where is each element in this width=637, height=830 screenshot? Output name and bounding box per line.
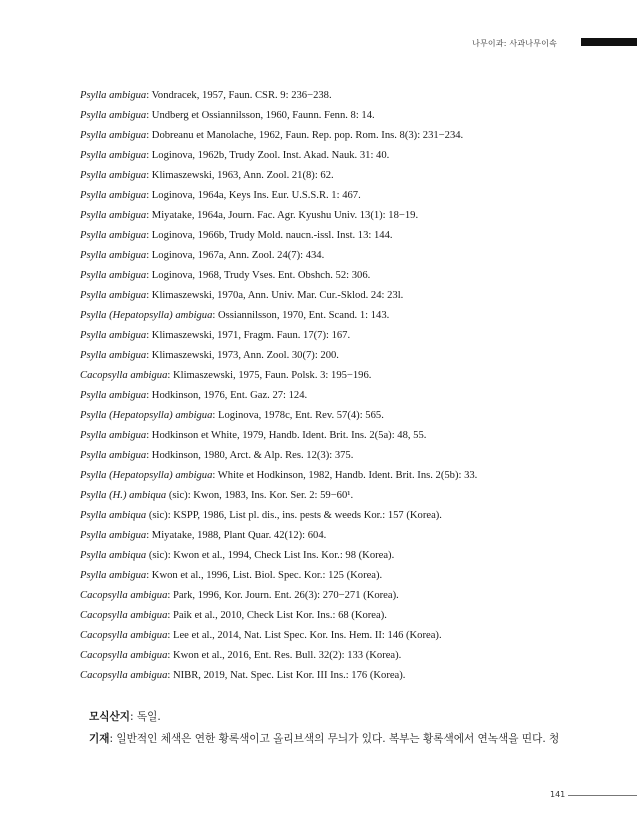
taxon-name: Psylla ambigua bbox=[80, 150, 147, 161]
reference-item bbox=[80, 86, 600, 106]
citation: : Hodkinson, 1980, Arct. & Alp. Res. 12(3): 375. bbox=[146, 450, 354, 461]
citation: (sic): KSPP, 1986, List pl. dis., ins. pests & weeds Kor.: 157 (Korea). bbox=[146, 510, 442, 521]
citation: : Klimaszewski, 1975, Faun. Polsk. 3: 195−196. bbox=[167, 370, 372, 381]
reference-item bbox=[80, 406, 600, 426]
citation: : Ossiannilsson, 1970, Ent. Scand. 1: 143. bbox=[212, 310, 390, 321]
reference-item bbox=[80, 446, 600, 466]
citation: : Klimaszewski, 1971, Fragm. Faun. 17(7): 167. bbox=[146, 330, 351, 341]
reference-item bbox=[80, 246, 600, 266]
citation: (sic): Kwon et al., 1994, Check List Ins. Kor.: 98 (Korea). bbox=[146, 550, 395, 561]
taxon-name: Psylla ambigua bbox=[80, 190, 147, 201]
citation: : White et Hodkinson, 1982, Handb. Ident. Brit. Ins. 2(5b): 33. bbox=[212, 470, 478, 481]
citation: : Miyatake, 1988, Plant Quar. 42(12): 604. bbox=[146, 530, 327, 541]
taxon-name: Psylla ambigua bbox=[80, 570, 147, 581]
citation: : Loginova, 1966b, Trudy Mold. naucn.-issl. Inst. 13: 144. bbox=[146, 230, 393, 241]
taxon-name: Psylla ambigua bbox=[80, 210, 147, 221]
reference-item bbox=[80, 386, 600, 406]
citation: : NIBR, 2019, Nat. Spec. List Kor. III Ins.: 176 (Korea). bbox=[167, 670, 406, 681]
citation: : Miyatake, 1964a, Journ. Fac. Agr. Kyushu Univ. 13(1): 18−19. bbox=[146, 210, 419, 221]
citation: : Kwon et al., 1996, List. Biol. Spec. Kor.: 125 (Korea). bbox=[146, 570, 383, 581]
reference-item bbox=[80, 426, 600, 446]
citation: : Klimaszewski, 1963, Ann. Zool. 21(8): 62. bbox=[146, 170, 334, 181]
taxon-name: Psylla ambigua bbox=[80, 350, 147, 361]
reference-item bbox=[80, 486, 600, 506]
taxon-name: Psylla (H.) ambiqua bbox=[80, 490, 167, 501]
reference-item bbox=[80, 546, 600, 566]
type-locality-text: : 독일. bbox=[129, 711, 161, 723]
description bbox=[89, 731, 609, 746]
description-label: 기재 bbox=[89, 733, 110, 745]
taxon-name: Cacopsylla ambigua bbox=[80, 650, 168, 661]
reference-item bbox=[80, 206, 600, 226]
taxon-name: Cacopsylla ambigua bbox=[80, 630, 168, 641]
taxon-name: Psylla ambigua bbox=[80, 430, 147, 441]
citation: : Paik et al., 2010, Check List Kor. Ins.: 68 (Korea). bbox=[167, 610, 387, 621]
reference-item bbox=[80, 646, 600, 666]
reference-item bbox=[80, 606, 600, 626]
taxon-name: Psylla (Hepatopsylla) ambigua bbox=[80, 310, 213, 321]
taxon-name: Psylla ambigua bbox=[80, 230, 147, 241]
citation: : Klimaszewski, 1970a, Ann. Univ. Mar. Cur.-Sklod. 24: 23l. bbox=[146, 290, 404, 301]
running-header: 나무이과: 사과나무이속 bbox=[472, 39, 557, 48]
reference-item bbox=[80, 126, 600, 146]
citation: : Park, 1996, Kor. Journ. Ent. 26(3): 270−271 (Korea). bbox=[167, 590, 399, 601]
citation: : Dobreanu et Manolache, 1962, Faun. Rep. pop. Rom. Ins. 8(3): 231−234. bbox=[146, 130, 464, 141]
taxon-name: Psylla ambigua bbox=[80, 390, 147, 401]
reference-item bbox=[80, 586, 600, 606]
taxon-name: Psylla ambigua bbox=[80, 110, 147, 121]
citation: : Loginova, 1978c, Ent. Rev. 57(4): 565. bbox=[212, 410, 384, 421]
reference-item bbox=[80, 346, 600, 366]
reference-item bbox=[80, 286, 600, 306]
taxon-name: Psylla ambigua bbox=[80, 270, 147, 281]
reference-item bbox=[80, 466, 600, 486]
footer-rule bbox=[568, 795, 637, 796]
reference-item bbox=[80, 106, 600, 126]
reference-item bbox=[80, 626, 600, 646]
reference-item bbox=[80, 566, 600, 586]
taxon-name: Cacopsylla ambigua bbox=[80, 610, 168, 621]
citation: : Klimaszewski, 1973, Ann. Zool. 30(7): 200. bbox=[146, 350, 339, 361]
citation: (sic): Kwon, 1983, Ins. Kor. Ser. 2: 59−60¹. bbox=[166, 490, 354, 501]
taxon-name: Psylla ambigua bbox=[80, 130, 147, 141]
citation: : Loginova, 1967a, Ann. Zool. 24(7): 434. bbox=[146, 250, 325, 261]
type-locality-label: 모식산지 bbox=[89, 711, 130, 723]
header-bar bbox=[581, 38, 637, 46]
taxon-name: Psylla ambigua bbox=[80, 90, 147, 101]
taxon-name: Psylla ambigua bbox=[80, 450, 147, 461]
reference-item bbox=[80, 366, 600, 386]
taxon-name: Cacopsylla ambigua bbox=[80, 670, 168, 681]
citation: : Undberg et Ossiannilsson, 1960, Faunn. Fenn. 8: 14. bbox=[146, 110, 375, 121]
reference-item bbox=[80, 146, 600, 166]
taxon-name: Psylla ambigua bbox=[80, 530, 147, 541]
type-locality bbox=[89, 709, 609, 724]
citation: : Hodkinson et White, 1979, Handb. Ident. Brit. Ins. 2(5a): 48, 55. bbox=[146, 430, 427, 441]
reference-item bbox=[80, 266, 600, 286]
taxon-name: Psylla ambigua bbox=[80, 170, 147, 181]
description-text: : 일반적인 체색은 연한 황록색이고 올리브색의 무늬가 있다. 복부는 황록색에서 연녹색을 띤다. 청 bbox=[109, 733, 560, 745]
reference-item bbox=[80, 526, 600, 546]
synonym-list bbox=[80, 86, 600, 686]
citation: : Loginova, 1968, Trudy Vses. Ent. Obshch. 52: 306. bbox=[146, 270, 371, 281]
taxon-name: Cacopsylla ambigua bbox=[80, 370, 168, 381]
taxon-name: Psylla ambigua bbox=[80, 250, 147, 261]
reference-item bbox=[80, 226, 600, 246]
taxon-name: Psylla (Hepatopsylla) ambigua bbox=[80, 470, 213, 481]
taxon-name: Psylla (Hepatopsylla) ambigua bbox=[80, 410, 213, 421]
reference-item bbox=[80, 666, 600, 686]
reference-item bbox=[80, 306, 600, 326]
reference-item bbox=[80, 166, 600, 186]
citation: : Loginova, 1964a, Keys Ins. Eur. U.S.S.R. 1: 467. bbox=[146, 190, 361, 201]
reference-item bbox=[80, 506, 600, 526]
taxon-name: Psylla ambigua bbox=[80, 330, 147, 341]
citation: : Hodkinson, 1976, Ent. Gaz. 27: 124. bbox=[146, 390, 308, 401]
citation: : Lee et al., 2014, Nat. List Spec. Kor. Ins. Hem. II: 146 (Korea). bbox=[167, 630, 442, 641]
citation: : Loginova, 1962b, Trudy Zool. Inst. Akad. Nauk. 31: 40. bbox=[146, 150, 390, 161]
citation: : Kwon et al., 2016, Ent. Res. Bull. 32(2): 133 (Korea). bbox=[167, 650, 402, 661]
reference-item bbox=[80, 326, 600, 346]
taxon-name: Cacopsylla ambigua bbox=[80, 590, 168, 601]
taxon-name: Psylla ambiqua bbox=[80, 550, 147, 561]
citation: : Vondracek, 1957, Faun. CSR. 9: 236−238. bbox=[146, 90, 332, 101]
taxon-name: Psylla ambigua bbox=[80, 290, 147, 301]
reference-item bbox=[80, 186, 600, 206]
page-number: 141 bbox=[550, 790, 566, 799]
taxon-name: Psylla ambiqua bbox=[80, 510, 147, 521]
